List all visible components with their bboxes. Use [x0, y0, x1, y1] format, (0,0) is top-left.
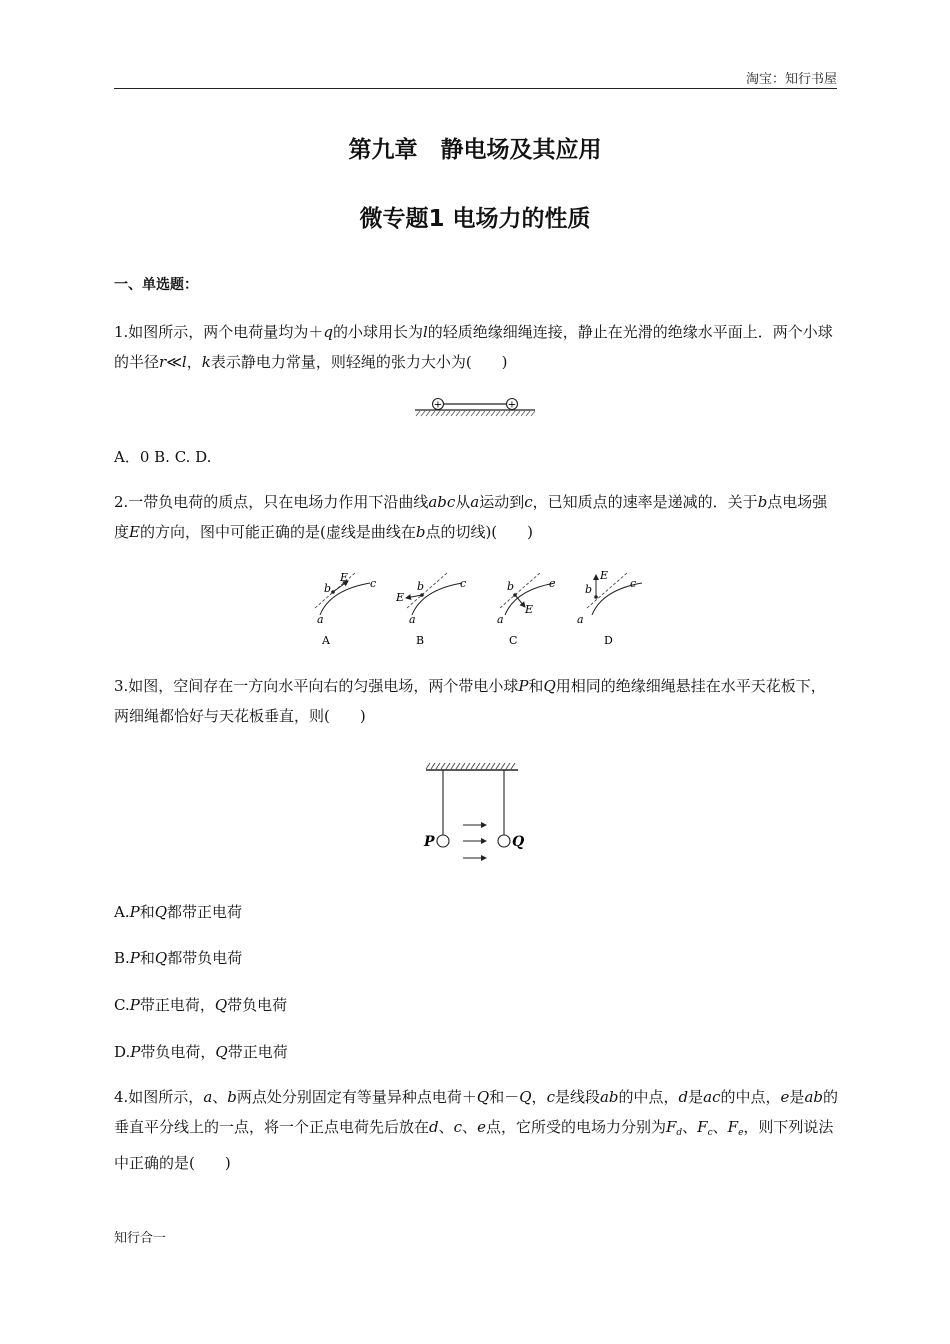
svg-text:c: c — [370, 577, 377, 590]
header-shop-label: 淘宝：知行书屋 — [745, 72, 837, 87]
svg-text:D: D — [604, 634, 613, 647]
q1-figure — [410, 394, 540, 420]
q1-charge-left: + — [433, 399, 443, 411]
question-1: 1.如图所示，两个电荷量均为＋q的小球用长为l的轻质绝缘细绳连接，静止在光滑的绝缘水平面上．两个小球的半径r≪l，k表示静电力常量，则轻绳的张力大小为( ) — [114, 323, 833, 371]
svg-text:a: a — [409, 613, 416, 626]
svg-text:E: E — [396, 591, 405, 604]
svg-text:E: E — [340, 571, 349, 584]
q3-figure — [418, 760, 530, 855]
topic-title: 微专题1 电场力的性质 — [359, 206, 591, 232]
svg-text:C: C — [509, 634, 518, 647]
svg-text:a: a — [497, 613, 504, 626]
q3-option-c: C.P带正电荷，Q带负电荷 — [114, 996, 288, 1014]
q3-option-a: A.P和Q都带正电荷 — [114, 903, 243, 921]
svg-text:a: a — [317, 613, 324, 626]
svg-text:b: b — [417, 580, 425, 593]
svg-text:b: b — [585, 583, 593, 596]
q3-ball-q — [498, 835, 510, 847]
q3-option-d: D.P带负电荷，Q带正电荷 — [114, 1043, 288, 1061]
q3-ball-p — [437, 835, 449, 847]
q1-charge-right: + — [507, 399, 517, 411]
svg-text:b: b — [324, 582, 332, 595]
q2-figure — [300, 565, 650, 650]
question-3: 3.如图，空间存在一方向水平向右的匀强电场，两个带电小球P和Q用相同的绝缘细绳悬挂在水平天花板下，两细绳都恰好与天花板垂直，则( ) — [114, 677, 826, 725]
q1-options: A．0 B. C. D. — [114, 448, 212, 466]
chapter-title: 第九章 静电场及其应用 — [348, 137, 602, 163]
q2-panel-b — [395, 573, 466, 647]
svg-text:A: A — [322, 634, 330, 647]
q3-label-p: P — [424, 834, 435, 850]
question-2: 2.一带负电荷的质点，只在电场力作用下沿曲线abc从a运动到c，已知质点的速率是递减的．关于b点电场强度E的方向，图中可能正确的是(虚线是曲线在b点的切线)( ) — [114, 493, 828, 541]
svg-text:c: c — [630, 577, 637, 590]
q3-option-b: B.P和Q都带负电荷 — [114, 949, 243, 967]
q2-panel-c — [497, 573, 555, 647]
section-heading: 一、单选题： — [114, 277, 198, 293]
svg-text:E: E — [525, 603, 534, 616]
page-footer: 知行合一 — [114, 1231, 167, 1246]
question-4: 4.如图所示，a、b两点处分别固定有等量异种点电荷＋Q和－Q，c是线段ab的中点，d是ac的中点，e是ab的垂直平分线上的一点，将一个正点电荷先后放在d、c、e点，它所受的电场力分别为$F_d$、$F_c$、$F_e$，则下列说法中正确的是( ) — [114, 1088, 838, 1172]
q2-panel-d — [577, 569, 642, 647]
q3-label-q: Q — [512, 834, 525, 850]
svg-text:a: a — [577, 613, 584, 626]
svg-text:c: c — [549, 577, 556, 590]
svg-text:b: b — [507, 580, 515, 593]
svg-text:c: c — [460, 577, 467, 590]
q2-panel-a — [315, 571, 376, 647]
svg-text:E: E — [600, 569, 609, 582]
svg-text:B: B — [416, 634, 425, 647]
page-header — [114, 66, 837, 89]
